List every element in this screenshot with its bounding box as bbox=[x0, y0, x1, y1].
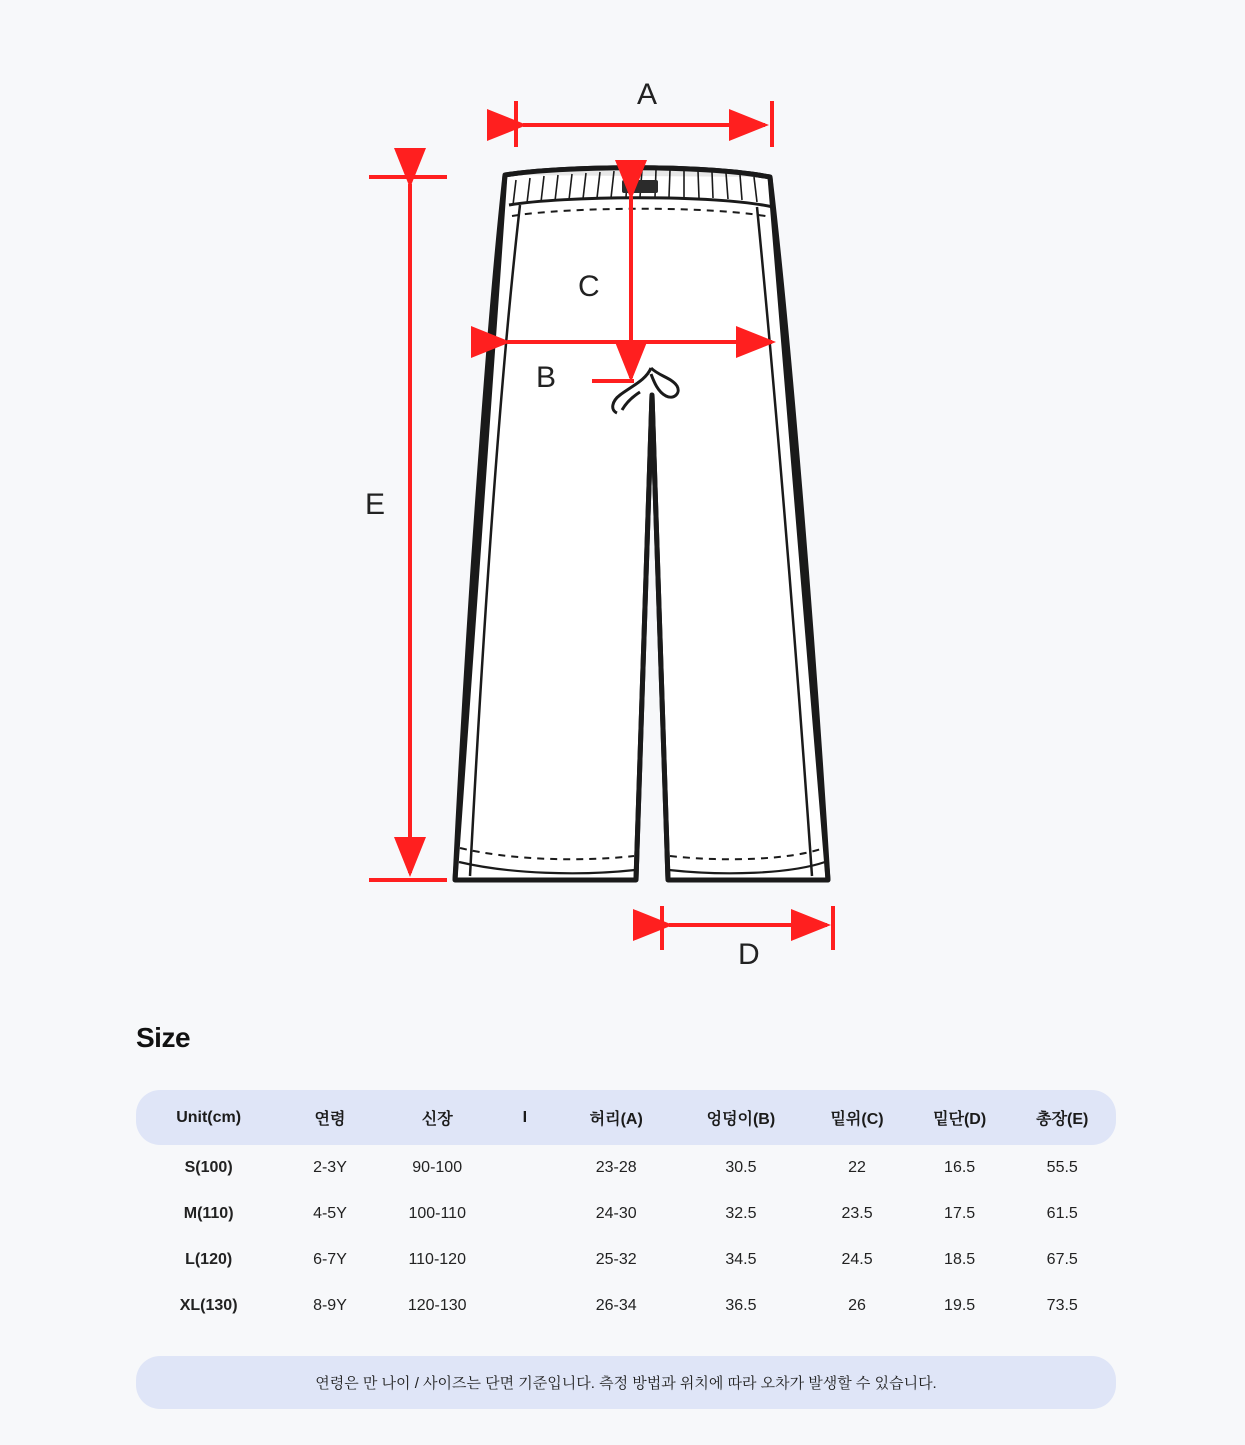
table-row bbox=[136, 1283, 1116, 1329]
cell-length: 67.5 bbox=[1046, 1251, 1078, 1268]
cell-size: S(100) bbox=[184, 1159, 233, 1176]
cell-length: 55.5 bbox=[1046, 1159, 1078, 1176]
cell-age: 8-9Y bbox=[313, 1297, 347, 1314]
cell-height: 120-130 bbox=[407, 1297, 467, 1314]
cell-waist: 23-28 bbox=[595, 1159, 637, 1176]
cell-hip: 36.5 bbox=[725, 1297, 757, 1314]
size-table bbox=[136, 1090, 1116, 1329]
cell-divider bbox=[496, 1237, 554, 1283]
table-row bbox=[136, 1145, 1116, 1191]
cell-age: 2-3Y bbox=[313, 1159, 347, 1176]
cell-rise: 22 bbox=[848, 1159, 866, 1176]
cell-size: L(120) bbox=[185, 1251, 233, 1268]
col-waist: 허리(A) bbox=[554, 1090, 679, 1145]
cell-waist: 24-30 bbox=[595, 1205, 637, 1222]
size-note: 연령은 만 나이 / 사이즈는 단면 기준입니다. 측정 방법과 위치에 따라 오차가 발생할 수 있습니다. bbox=[136, 1356, 1116, 1409]
col-age: 연령 bbox=[281, 1090, 378, 1145]
cell-rise: 26 bbox=[848, 1297, 866, 1314]
cell-height: 110-120 bbox=[408, 1251, 466, 1268]
cell-divider bbox=[496, 1283, 554, 1329]
cell-divider bbox=[496, 1191, 554, 1237]
measure-label-b: B bbox=[536, 361, 557, 394]
cell-length: 61.5 bbox=[1046, 1205, 1078, 1222]
col-hem: 밑단(D) bbox=[911, 1090, 1009, 1145]
table-header-row bbox=[136, 1090, 1116, 1145]
measure-label-c: C bbox=[578, 270, 600, 303]
cell-height: 100-110 bbox=[408, 1205, 466, 1222]
col-unit: Unit(cm) bbox=[136, 1090, 281, 1145]
cell-size: M(110) bbox=[183, 1205, 234, 1222]
col-length: 총장(E) bbox=[1009, 1090, 1117, 1145]
cell-size: XL(130) bbox=[179, 1297, 238, 1314]
cell-rise: 24.5 bbox=[841, 1251, 873, 1268]
cell-age: 6-7Y bbox=[313, 1251, 347, 1268]
measure-E bbox=[369, 177, 447, 880]
cell-hem: 19.5 bbox=[944, 1297, 976, 1314]
cell-divider bbox=[496, 1145, 554, 1191]
cell-hem: 17.5 bbox=[944, 1205, 976, 1222]
cell-waist: 25-32 bbox=[595, 1251, 637, 1268]
measure-label-d: D bbox=[738, 938, 760, 971]
table-row bbox=[136, 1191, 1116, 1237]
cell-rise: 23.5 bbox=[841, 1205, 873, 1222]
cell-hem: 18.5 bbox=[944, 1251, 976, 1268]
cell-height: 90-100 bbox=[412, 1159, 463, 1176]
measure-label-e: E bbox=[365, 488, 386, 521]
col-divider: I bbox=[496, 1090, 554, 1145]
col-hip: 엉덩이(B) bbox=[679, 1090, 804, 1145]
pants-outline bbox=[455, 168, 828, 880]
size-heading: Size bbox=[136, 1022, 191, 1053]
cell-length: 73.5 bbox=[1046, 1297, 1078, 1314]
cell-age: 4-5Y bbox=[313, 1205, 347, 1222]
col-rise: 밑위(C) bbox=[803, 1090, 910, 1145]
cell-hip: 32.5 bbox=[725, 1205, 757, 1222]
col-height: 신장 bbox=[379, 1090, 496, 1145]
cell-waist: 26-34 bbox=[595, 1297, 637, 1314]
cell-hip: 30.5 bbox=[725, 1159, 757, 1176]
cell-hem: 16.5 bbox=[944, 1159, 976, 1176]
measure-label-a: A bbox=[637, 78, 658, 111]
cell-hip: 34.5 bbox=[725, 1251, 757, 1268]
table-row bbox=[136, 1237, 1116, 1283]
